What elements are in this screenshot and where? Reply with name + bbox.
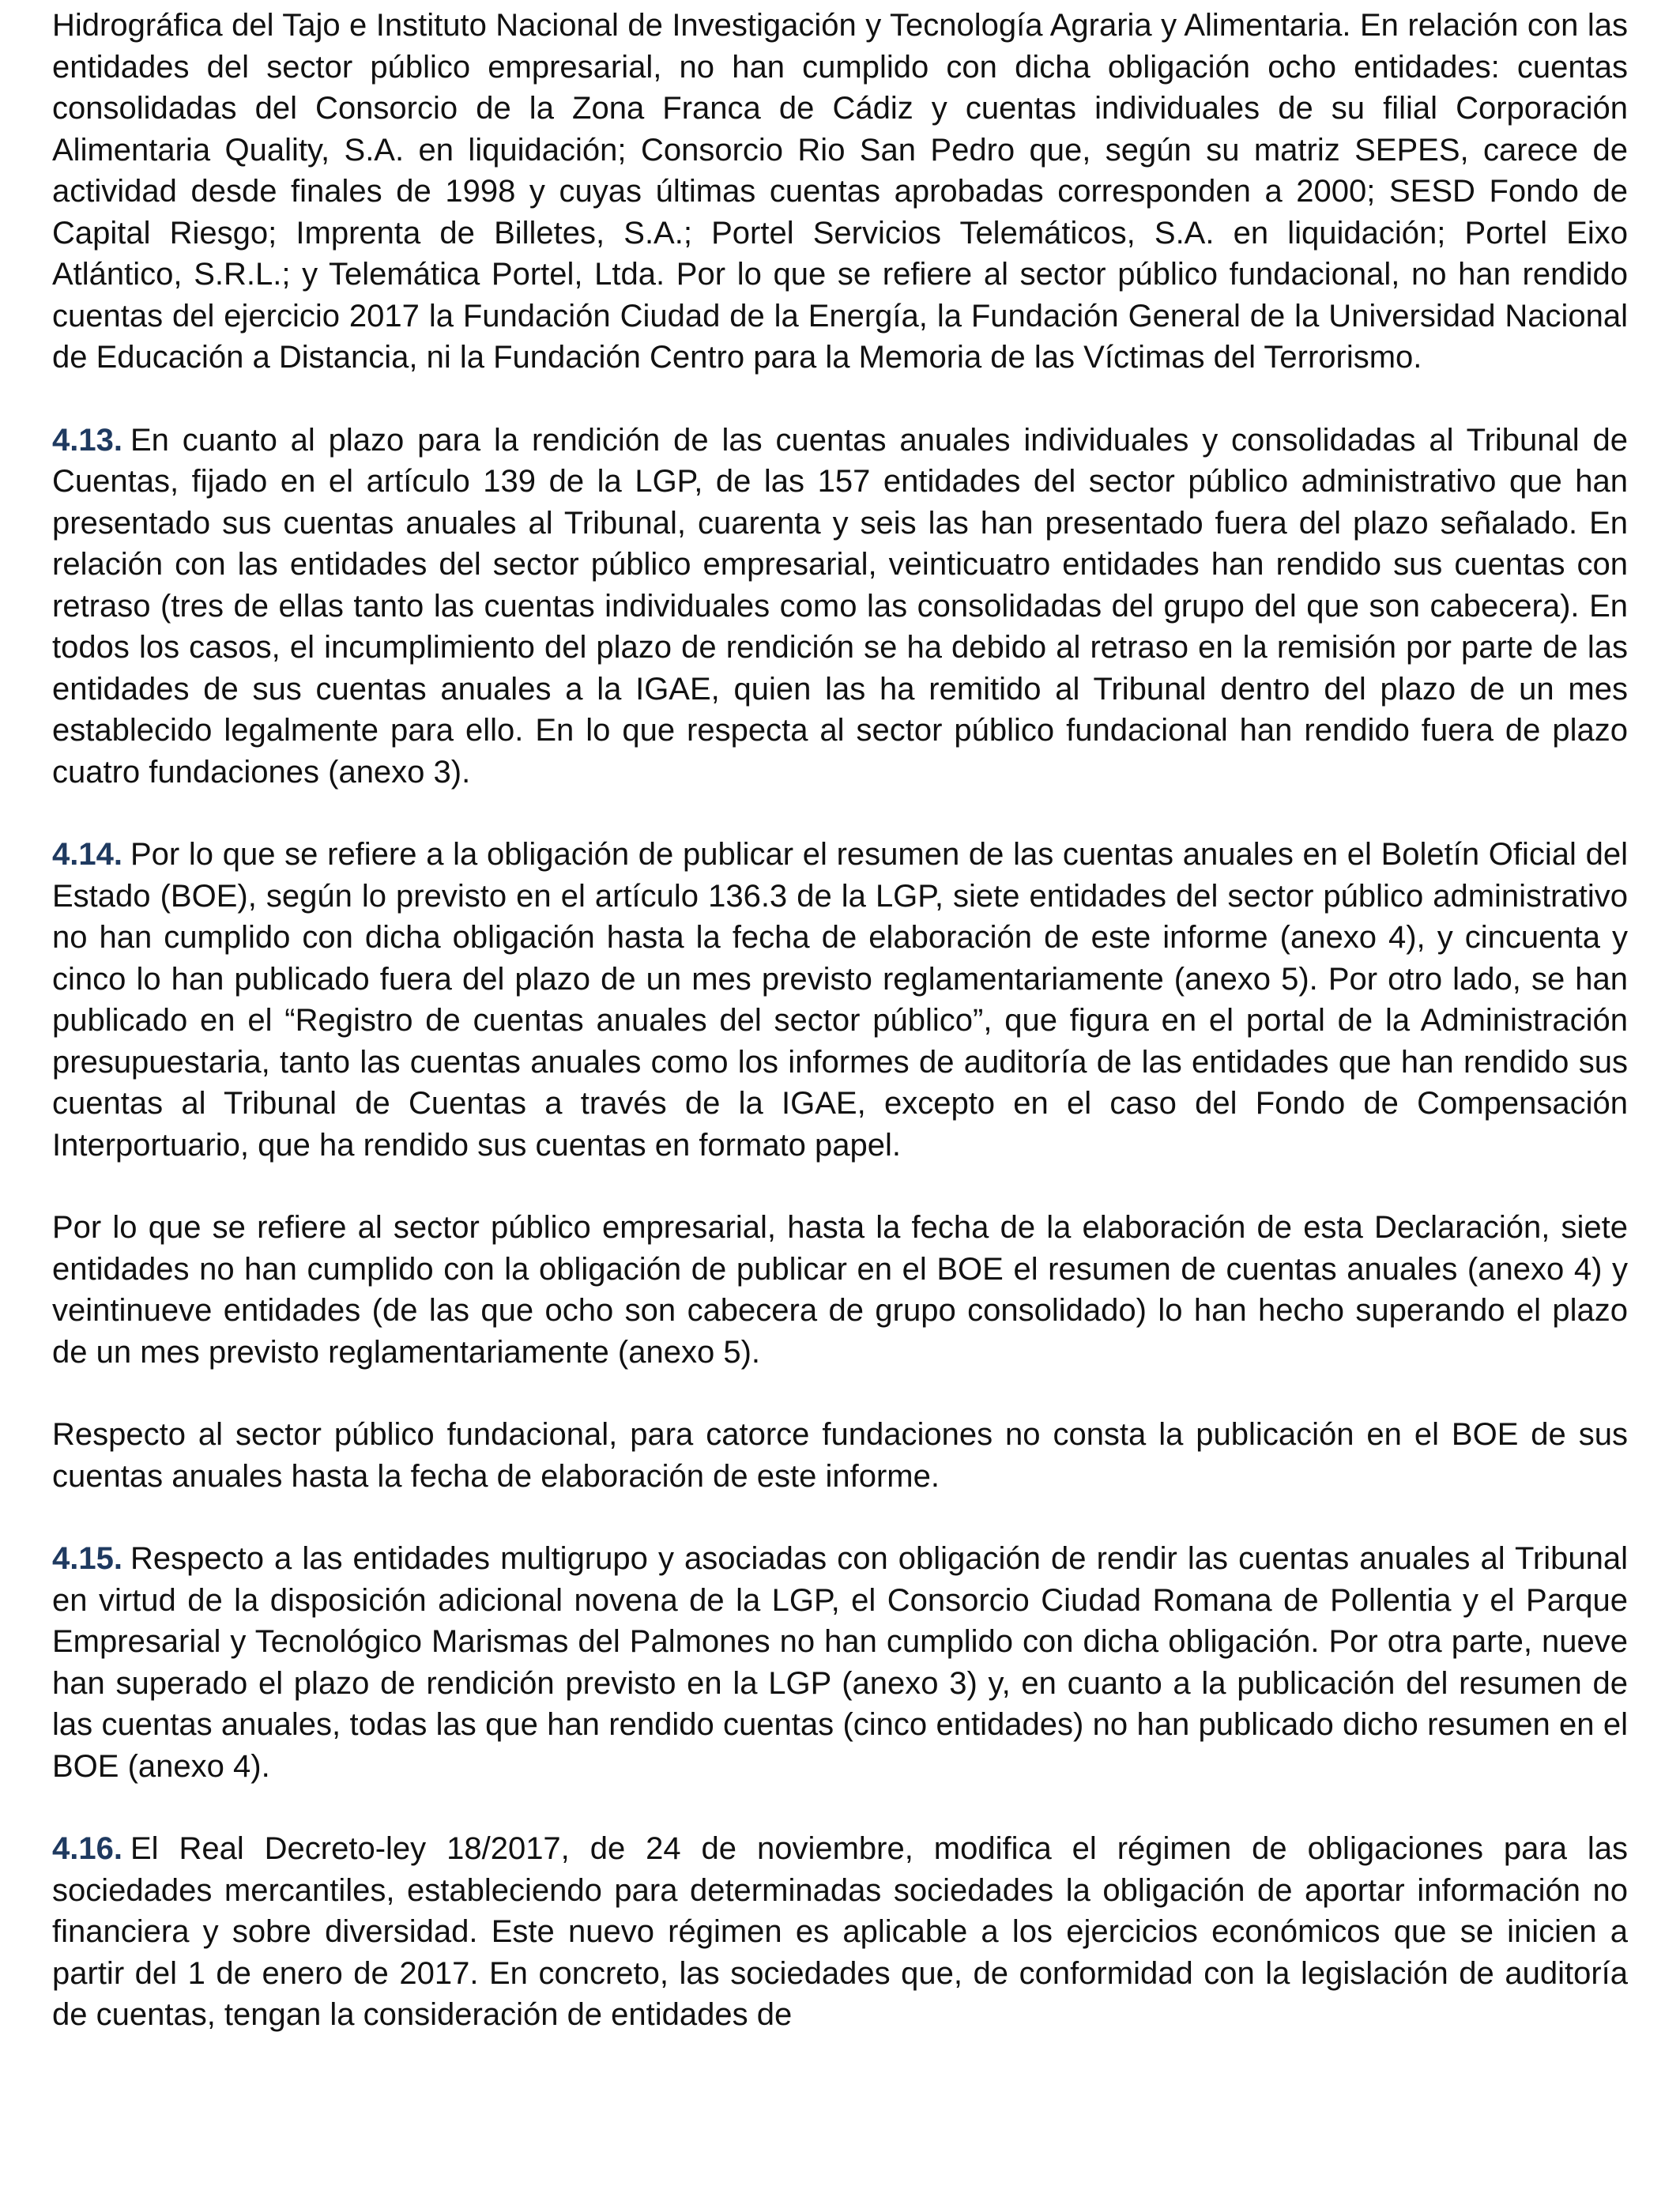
paragraph-number: 4.13. <box>52 422 122 458</box>
paragraph-number: 4.16. <box>52 1831 122 1866</box>
paragraph-text: El Real Decreto-ley 18/2017, de 24 de noviembre, modifica el régimen de obligaciones para las sociedades mercantiles, estableciendo para determinadas sociedades la obligación de aportar información no financiera y sobre diversidad. Este nuevo régimen es aplicable a los ejercicios económicos que se inicien a partir del 1 de enero de 2017. En concreto, las sociedades que, de conformidad con la legislación de auditoría de cuentas, tengan la consideración de entidades de <box>52 1831 1628 2032</box>
paragraph-text: Por lo que se refiere al sector público empresarial, hasta la fecha de la elaboración de esta Declaración, siete entidades no han cumplido con la obligación de publicar en el BOE el resumen de cuentas anuales (anexo 4) y veintinueve entidades (de las que ocho son cabecera de grupo consolidado) lo han hecho superando el plazo de un mes previsto reglamentariamente (anexo 5). <box>52 1210 1628 1370</box>
paragraph-number: 4.15. <box>52 1541 122 1576</box>
paragraph-4-16 <box>52 1828 1628 2036</box>
paragraph-text: En cuanto al plazo para la rendición de las cuentas anuales individuales y consolidadas al Tribunal de Cuentas, fijado en el artículo 139 de la LGP, de las 157 entidades del sector público administrativo que han presentado sus cuentas anuales al Tribunal, cuarenta y seis las han presentado fuera del plazo señalado. En relación con las entidades del sector público empresarial, veinticuatro entidades han rendido sus cuentas con retraso (tres de ellas tanto las cuentas individuales como las consolidadas del grupo del que son cabecera). En todos los casos, el incumplimiento del plazo de rendición se ha debido al retraso en la remisión por parte de las entidades de sus cuentas anuales a la IGAE, quien las ha remitido al Tribunal dentro del plazo de un mes establecido legalmente para ello. En lo que respecta al sector público fundacional han rendido fuera de plazo cuatro fundaciones (anexo 3). <box>52 422 1628 790</box>
paragraph-text: Respecto al sector público fundacional, para catorce fundaciones no consta la publicación en el BOE de sus cuentas anuales hasta la fecha de elaboración de este informe. <box>52 1417 1628 1494</box>
document-page <box>52 5 1628 2036</box>
paragraph-text: Hidrográfica del Tajo e Instituto Nacional de Investigación y Tecnología Agraria y Alimentaria. En relación con las entidades del sector público empresarial, no han cumplido con dicha obligación ocho entidades: cuentas consolidadas del Consorcio de la Zona Franca de Cádiz y cuentas individuales de su filial Corporación Alimentaria Quality, S.A. en liquidación; Consorcio Rio San Pedro que, según su matriz SEPES, carece de actividad desde finales de 1998 y cuyas últimas cuentas aprobadas corresponden a 2000; SESD Fondo de Capital Riesgo; Imprenta de Billetes, S.A.; Portel Servicios Telemáticos, S.A. en liquidación; Portel Eixo Atlántico, S.R.L.; y Telemática Portel, Ltda. Por lo que se refiere al sector público fundacional, no han rendido cuentas del ejercicio 2017 la Fundación Ciudad de la Energía, la Fundación General de la Universidad Nacional de Educación a Distancia, ni la Fundación Centro para la Memoria de las Víctimas del Terrorismo. <box>52 8 1628 375</box>
paragraph-4-15 <box>52 1538 1628 1787</box>
paragraph-fundacional <box>52 1414 1628 1497</box>
paragraph-continuation <box>52 5 1628 379</box>
paragraph-text: Respecto a las entidades multigrupo y asociadas con obligación de rendir las cuentas anuales al Tribunal en virtud de la disposición adicional novena de la LGP, el Consorcio Ciudad Romana de Pollentia y el Parque Empresarial y Tecnológico Marismas del Palmones no han cumplido con dicha obligación. Por otra parte, nueve han superado el plazo de rendición previsto en la LGP (anexo 3) y, en cuanto a la publicación del resumen de las cuentas anuales, todas las que han rendido cuentas (cinco entidades) no han publicado dicho resumen en el BOE (anexo 4). <box>52 1541 1628 1784</box>
paragraph-number: 4.14. <box>52 837 122 872</box>
paragraph-4-14 <box>52 834 1628 1166</box>
paragraph-empresarial <box>52 1207 1628 1373</box>
paragraph-text: Por lo que se refiere a la obligación de publicar el resumen de las cuentas anuales en el Boletín Oficial del Estado (BOE), según lo previsto en el artículo 136.3 de la LGP, siete entidades del sector público administrativo no han cumplido con dicha obligación hasta la fecha de elaboración de este informe (anexo 4), y cincuenta y cinco lo han publicado fuera del plazo de un mes previsto reglamentariamente (anexo 5). Por otro lado, se han publicado en el “Registro de cuentas anuales del sector público”, que figura en el portal de la Administración presupuestaria, tanto las cuentas anuales como los informes de auditoría de las entidades que han rendido sus cuentas al Tribunal de Cuentas a través de la IGAE, excepto en el caso del Fondo de Compensación Interportuario, que ha rendido sus cuentas en formato papel. <box>52 837 1628 1163</box>
paragraph-4-13 <box>52 420 1628 794</box>
